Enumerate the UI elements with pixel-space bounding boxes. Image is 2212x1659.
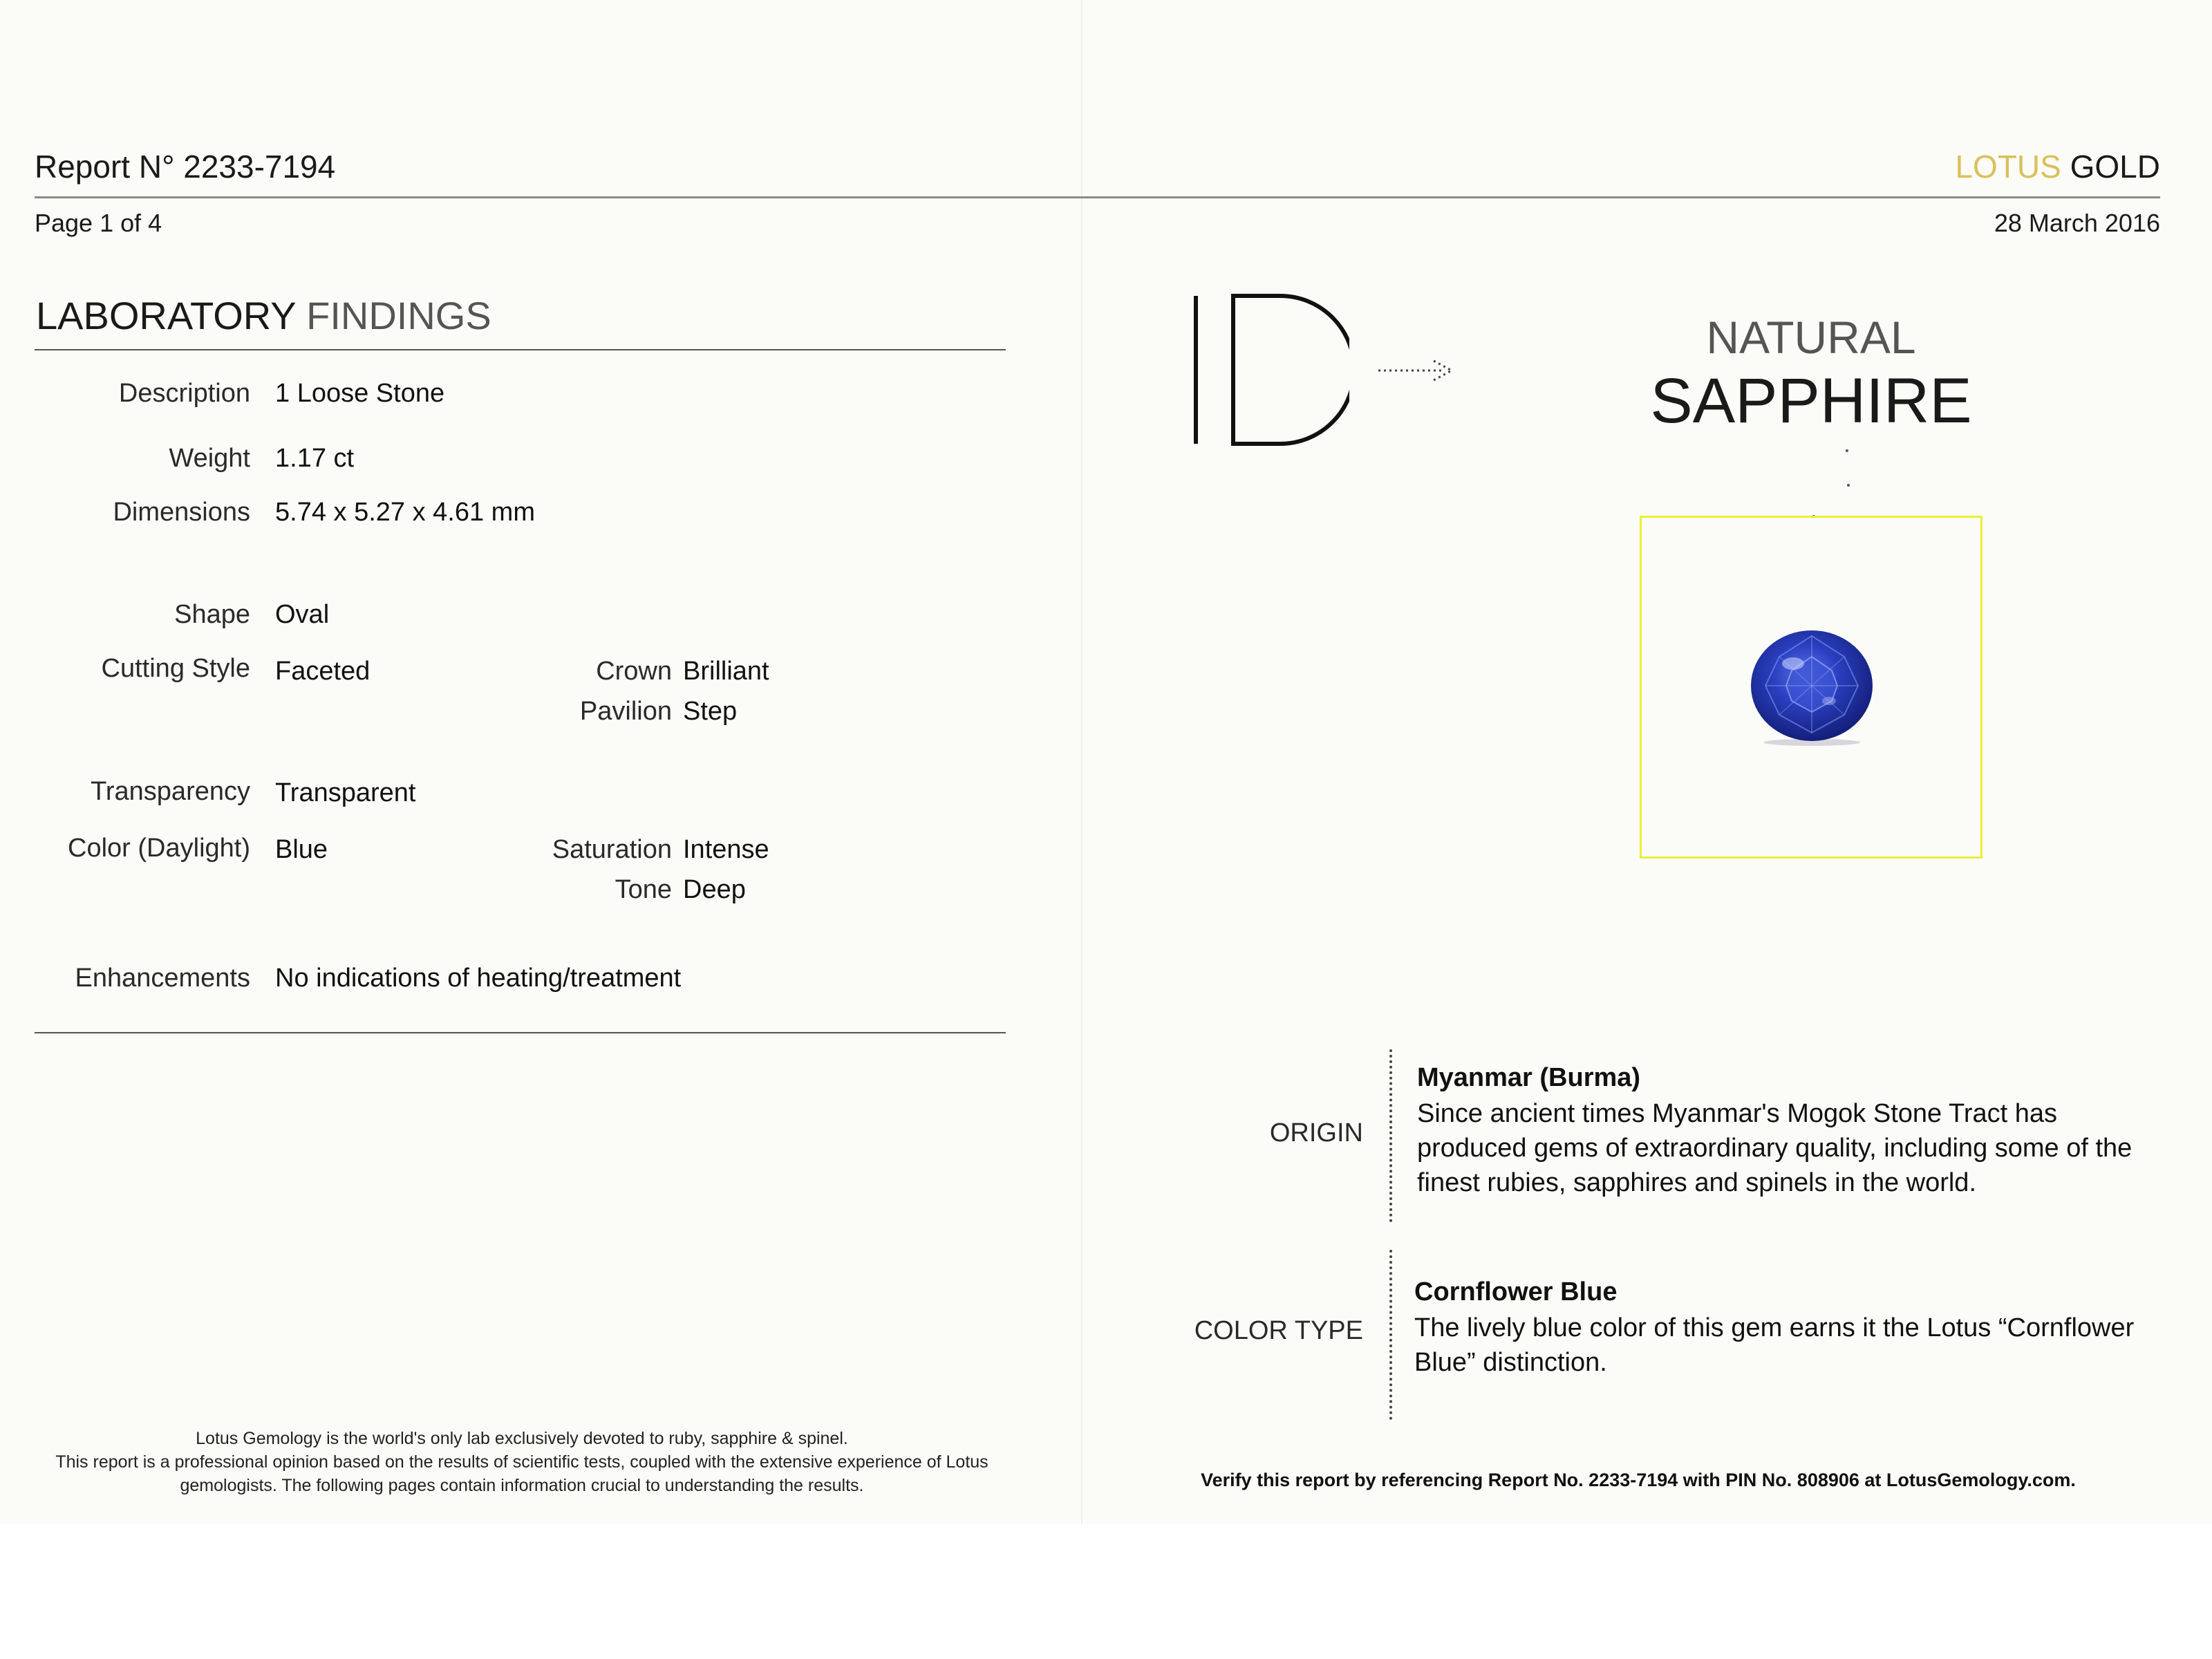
weight-value: 1.17 ct bbox=[275, 444, 355, 473]
pavilion-label: Pavilion bbox=[579, 697, 672, 726]
lab-disclaimer bbox=[28, 1427, 1016, 1497]
color-type-label: COLOR TYPE bbox=[1194, 1316, 1363, 1345]
decorative-dot bbox=[1847, 484, 1850, 487]
origin-label: ORIGIN bbox=[1269, 1118, 1363, 1147]
page-indicator: Page 1 of 4 bbox=[35, 209, 162, 237]
findings-title bbox=[36, 293, 491, 338]
saturation-value: Intense bbox=[683, 835, 769, 864]
disclaimer-line: gemologists. The following pages contain information crucial to understanding the results. bbox=[180, 1476, 864, 1495]
weight-label: Weight bbox=[169, 444, 250, 473]
origin-title: Myanmar (Burma) bbox=[1417, 1063, 1641, 1092]
origin-separator bbox=[1389, 1049, 1392, 1222]
findings-top-divider bbox=[35, 349, 1006, 350]
findings-title-bold: LABORATORY bbox=[36, 294, 296, 337]
header-divider bbox=[35, 196, 2160, 198]
tone-label: Tone bbox=[615, 875, 672, 904]
disclaimer-line: Lotus Gemology is the world's only lab exclusively devoted to ruby, sapphire & spinel. bbox=[196, 1429, 848, 1448]
disclaimer-line: This report is a professional opinion based on the results of scientific tests, coupled with the extensive experience of Lotus bbox=[55, 1452, 988, 1472]
color-type-text-line: The lively blue color of this gem earns it the Lotus “Cornflower bbox=[1414, 1313, 2135, 1342]
pavilion-value: Step bbox=[683, 697, 738, 726]
color-type-description bbox=[1414, 1311, 2134, 1380]
report-number: Report N° 2233-7194 bbox=[35, 149, 336, 185]
enhancements-label: Enhancements bbox=[75, 964, 250, 993]
dimensions-value: 5.74 x 5.27 x 4.61 mm bbox=[275, 498, 535, 527]
dimensions-label: Dimensions bbox=[113, 498, 250, 527]
brand-lotus: LOTUS bbox=[1955, 149, 2061, 185]
findings-bottom-divider bbox=[35, 1032, 1006, 1033]
dotted-arrow-icon bbox=[1376, 357, 1459, 384]
crown-value: Brilliant bbox=[683, 657, 769, 686]
species-name: SAPPHIRE bbox=[1650, 366, 1972, 436]
enhancements-value: No indications of heating/treatment bbox=[275, 964, 682, 993]
natural-label: NATURAL bbox=[1706, 312, 1916, 363]
brand-logo bbox=[1955, 148, 2160, 185]
description-value: 1 Loose Stone bbox=[275, 379, 445, 408]
color-type-text-line: Blue” distinction. bbox=[1414, 1348, 1607, 1377]
findings-title-light: FINDINGS bbox=[306, 294, 491, 337]
crown-label: Crown bbox=[596, 657, 672, 686]
report-date: 28 March 2016 bbox=[1994, 209, 2160, 237]
shape-value: Oval bbox=[275, 600, 330, 629]
description-label: Description bbox=[118, 379, 250, 408]
origin-text-line: Since ancient times Myanmar's Mogok Stone Tract has bbox=[1417, 1099, 2057, 1128]
color-type-separator bbox=[1389, 1250, 1392, 1420]
transparency-value: Transparent bbox=[275, 778, 416, 807]
origin-description bbox=[1417, 1096, 2132, 1200]
verify-note: Verify this report by referencing Report No. 2233-7194 with PIN No. 808906 at LotusGemology.com. bbox=[1201, 1470, 2076, 1490]
color-label: Color (Daylight) bbox=[68, 834, 250, 863]
cutting-style-label: Cutting Style bbox=[101, 654, 250, 683]
saturation-label: Saturation bbox=[552, 835, 672, 864]
color-type-title: Cornflower Blue bbox=[1414, 1277, 1618, 1306]
origin-text-line: produced gems of extraordinary quality, including some of the bbox=[1417, 1134, 2133, 1163]
decorative-dot bbox=[1846, 449, 1848, 452]
tone-value: Deep bbox=[683, 875, 746, 904]
transparency-label: Transparency bbox=[91, 777, 250, 806]
origin-text-line: finest rubies, sapphires and spinels in the world. bbox=[1417, 1168, 1977, 1197]
brand-gold: GOLD bbox=[2070, 149, 2160, 185]
sapphire-gem-image bbox=[1747, 629, 1876, 747]
color-value: Blue bbox=[275, 835, 328, 864]
page-fold bbox=[1081, 0, 1082, 1524]
id-mark bbox=[1190, 290, 1349, 449]
shape-label: Shape bbox=[174, 600, 250, 629]
cutting-style-value: Faceted bbox=[275, 657, 371, 686]
